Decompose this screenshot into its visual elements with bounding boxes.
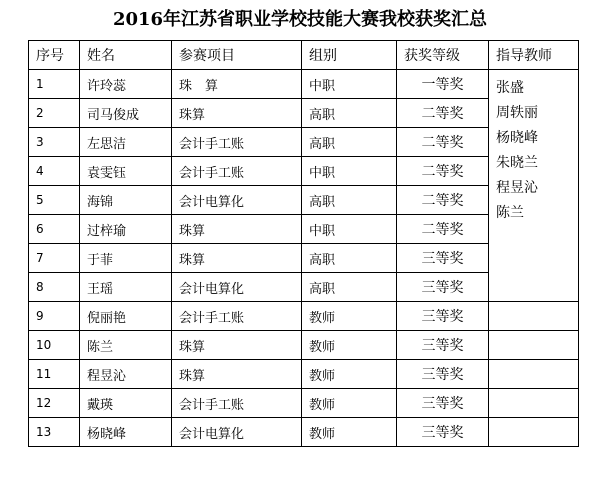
cell-teacher-empty (489, 418, 579, 447)
cell-event: 珠算 (172, 360, 302, 389)
cell-award: 二等奖 (397, 99, 489, 128)
cell-index: 3 (29, 128, 80, 157)
cell-award: 三等奖 (397, 273, 489, 302)
header-award: 获奖等级 (397, 41, 489, 70)
cell-event: 会计手工账 (172, 302, 302, 331)
table-row (29, 360, 579, 389)
table-row (29, 70, 579, 99)
teacher-name: 杨晓峰 (496, 130, 538, 146)
cell-index: 6 (29, 215, 80, 244)
page-title: 2016年江苏省职业学校技能大赛我校获奖汇总 (112, 9, 488, 30)
cell-award: 三等奖 (397, 302, 489, 331)
table-row (29, 389, 579, 418)
cell-index: 8 (29, 273, 80, 302)
header-index: 序号 (29, 41, 80, 70)
cell-name: 倪丽艳 (80, 302, 172, 331)
cell-index: 1 (29, 70, 80, 99)
cell-group: 高职 (302, 99, 397, 128)
cell-event: 会计手工账 (172, 157, 302, 186)
header-teacher: 指导教师 (489, 41, 579, 70)
cell-event: 会计手工账 (172, 128, 302, 157)
cell-index: 5 (29, 186, 80, 215)
award-table (28, 40, 579, 447)
teacher-name: 陈兰 (496, 205, 524, 221)
cell-award: 三等奖 (397, 360, 489, 389)
header-event: 参赛项目 (172, 41, 302, 70)
table-row (29, 331, 579, 360)
cell-name: 左思洁 (80, 128, 172, 157)
cell-group: 高职 (302, 273, 397, 302)
cell-name: 王瑶 (80, 273, 172, 302)
cell-event: 会计手工账 (172, 389, 302, 418)
cell-event: 珠算 (172, 331, 302, 360)
cell-group: 中职 (302, 215, 397, 244)
cell-group: 中职 (302, 70, 397, 99)
header-name: 姓名 (80, 41, 172, 70)
teacher-name: 周轶丽 (496, 105, 538, 121)
cell-award: 三等奖 (397, 244, 489, 273)
table-header-row (29, 41, 579, 70)
cell-name: 过梓瑜 (80, 215, 172, 244)
cell-award: 二等奖 (397, 215, 489, 244)
cell-name: 司马俊成 (80, 99, 172, 128)
header-group: 组别 (302, 41, 397, 70)
cell-group: 教师 (302, 418, 397, 447)
cell-award: 三等奖 (397, 418, 489, 447)
teacher-name: 程昱沁 (496, 180, 538, 196)
teacher-name: 张盛 (496, 80, 524, 96)
cell-name: 陈兰 (80, 331, 172, 360)
cell-event: 珠 算 (172, 70, 302, 99)
cell-award: 二等奖 (397, 186, 489, 215)
cell-teacher-empty (489, 331, 579, 360)
cell-name: 于菲 (80, 244, 172, 273)
teacher-name: 朱晓兰 (496, 155, 538, 171)
cell-group: 高职 (302, 244, 397, 273)
table-body (29, 70, 579, 447)
cell-index: 4 (29, 157, 80, 186)
cell-group: 教师 (302, 331, 397, 360)
cell-group: 高职 (302, 128, 397, 157)
cell-event: 珠算 (172, 244, 302, 273)
cell-group: 教师 (302, 302, 397, 331)
cell-event: 会计电算化 (172, 273, 302, 302)
cell-name: 海锦 (80, 186, 172, 215)
cell-event: 会计电算化 (172, 186, 302, 215)
cell-group: 教师 (302, 360, 397, 389)
cell-name: 杨晓峰 (80, 418, 172, 447)
cell-award: 二等奖 (397, 157, 489, 186)
table-row (29, 302, 579, 331)
cell-award: 二等奖 (397, 128, 489, 157)
cell-index: 13 (29, 418, 80, 447)
cell-index: 12 (29, 389, 80, 418)
cell-index: 11 (29, 360, 80, 389)
cell-event: 珠算 (172, 215, 302, 244)
cell-event: 会计电算化 (172, 418, 302, 447)
cell-event: 珠算 (172, 99, 302, 128)
cell-teacher-empty (489, 302, 579, 331)
teacher-list (489, 70, 579, 302)
cell-name: 许玲蕊 (80, 70, 172, 99)
cell-index: 2 (29, 99, 80, 128)
table-row (29, 418, 579, 447)
cell-group: 高职 (302, 186, 397, 215)
cell-index: 9 (29, 302, 80, 331)
cell-index: 7 (29, 244, 80, 273)
cell-award: 一等奖 (397, 70, 489, 99)
cell-group: 教师 (302, 389, 397, 418)
cell-name: 戴瑛 (80, 389, 172, 418)
cell-index: 10 (29, 331, 80, 360)
cell-name: 程昱沁 (80, 360, 172, 389)
cell-teacher-empty (489, 360, 579, 389)
cell-award: 三等奖 (397, 389, 489, 418)
cell-teacher-empty (489, 389, 579, 418)
cell-award: 三等奖 (397, 331, 489, 360)
cell-name: 袁雯钰 (80, 157, 172, 186)
cell-group: 中职 (302, 157, 397, 186)
